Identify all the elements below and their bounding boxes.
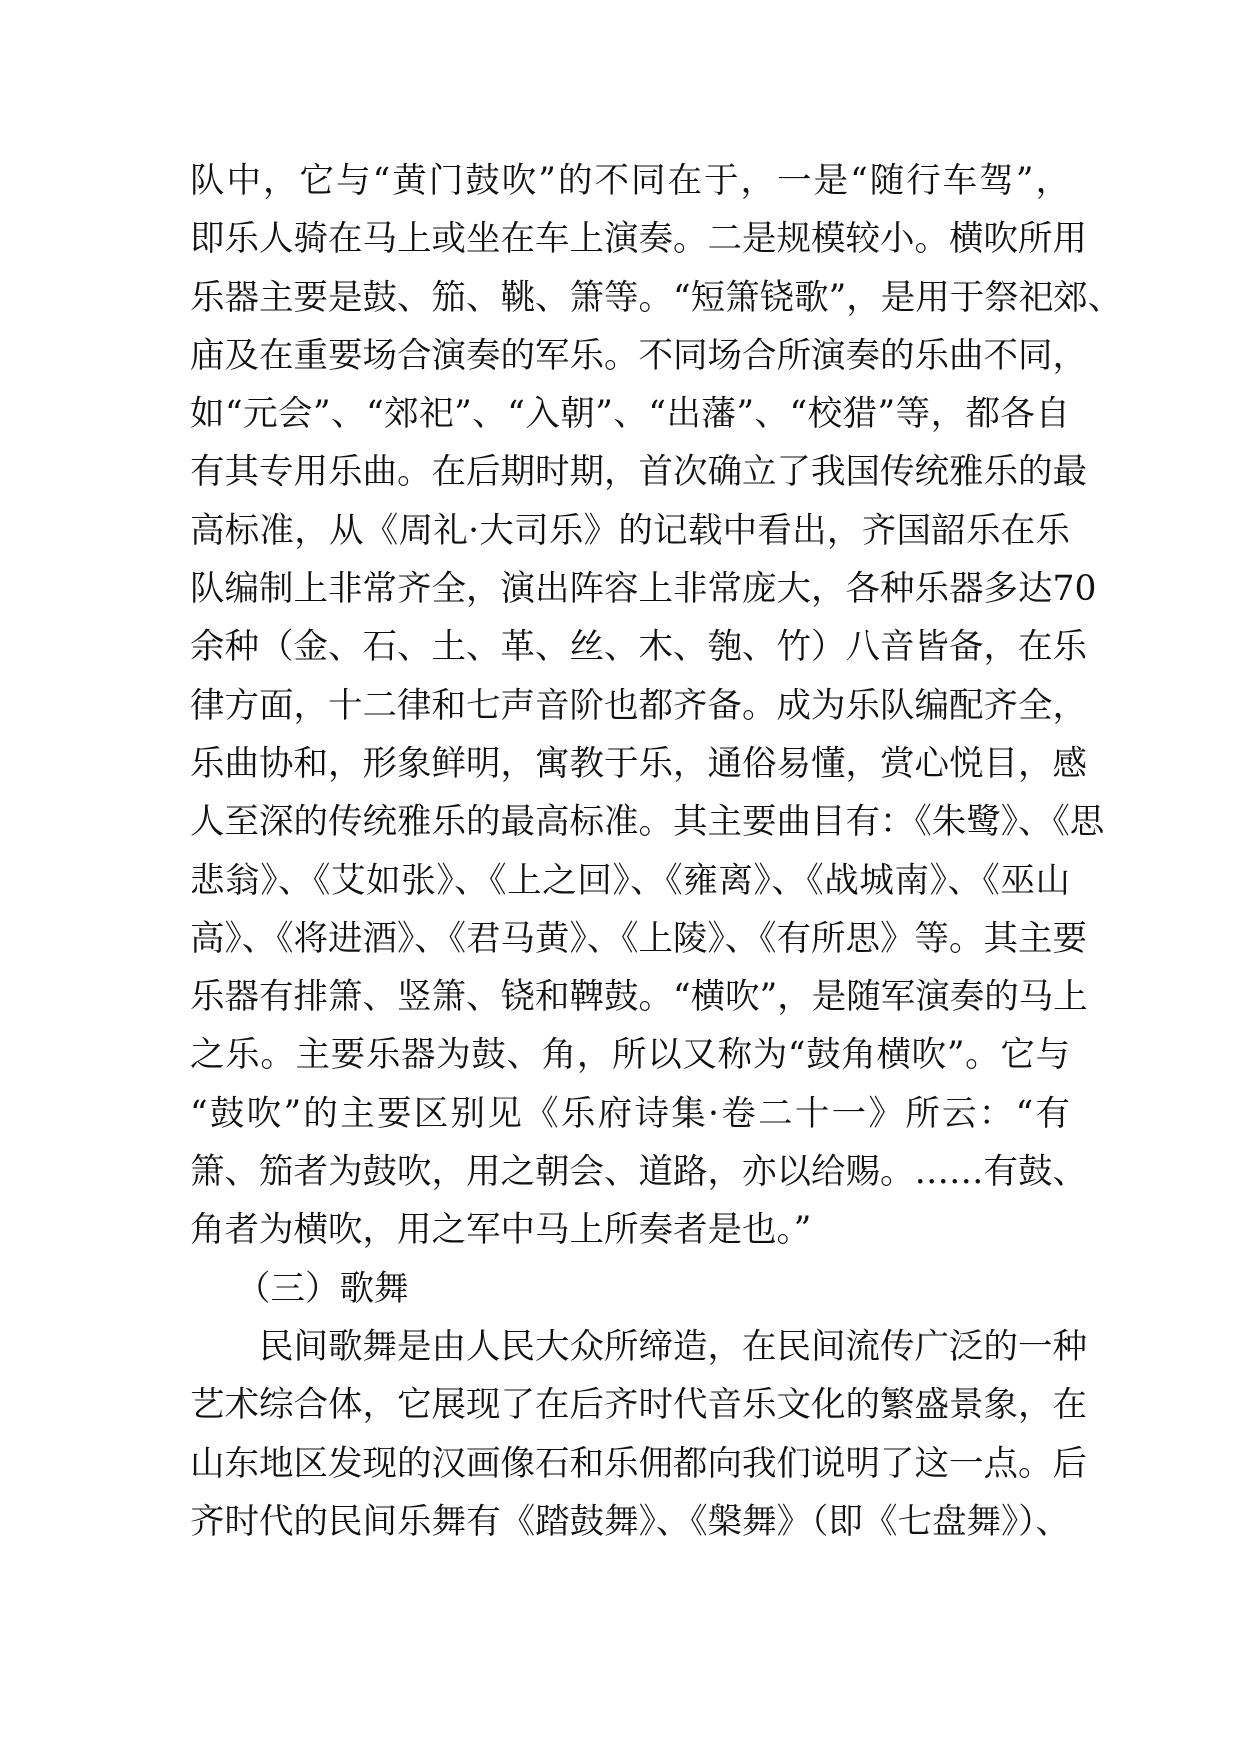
text-line: 艺术综合体，它展现了在后齐时代音乐文化的繁盛景象，在 xyxy=(190,1385,1087,1426)
text-line: 乐器主要是鼓、笳、鞉、箫等。“短箫铙歌”，是用于祭祀郊、 xyxy=(190,277,1123,318)
text-line-paragraph-end: 角者为横吹，用之军中马上所奏者是也。” xyxy=(190,1210,812,1251)
text-line: 箫、笳者为鼓吹，用之朝会、道路，亦以给赐。……有鼓、 xyxy=(190,1152,1087,1193)
text-line: 队中，它与“黄门鼓吹”的不同在于，一是“随行车驾”， xyxy=(190,161,1070,201)
body-text xyxy=(190,152,1123,1551)
text-line: 余种（金、石、土、革、丝、木、匏、竹）八音皆备，在乐 xyxy=(190,627,1087,668)
text-line: 律方面，十二律和七声音阶也都齐备。成为乐队编配齐全， xyxy=(190,685,1087,726)
text-line: 如“元会”、“郊祀”、“入朝”、“出藩”、“校猎”等，都各自 xyxy=(190,394,1070,435)
text-line: 山东地区发现的汉画像石和乐佣都向我们说明了这一点。后 xyxy=(190,1443,1087,1484)
text-line: “鼓吹”的主要区别见《乐府诗集·卷二十一》所云：“有 xyxy=(190,1093,1070,1134)
text-line: 齐时代的民间乐舞有《踏鼓舞》、《槃舞》（即《七盘舞》）、 xyxy=(190,1501,1070,1542)
text-line: 之乐。主要乐器为鼓、角，所以又称为“鼓角横吹”。它与 xyxy=(190,1035,1070,1076)
text-line: 队编制上非常齐全，演出阵容上非常庞大，各种乐器多达70 xyxy=(190,569,1097,610)
text-line: 悲翁》、《艾如张》、《上之回》、《雍离》、《战城南》、《巫山 xyxy=(190,860,1070,901)
text-line: 高》、《将进酒》、《君马黄》、《上陵》、《有所思》等。其主要 xyxy=(190,918,1087,959)
text-line: 高标准，从《周礼·大司乐》的记载中看出，齐国韶乐在乐 xyxy=(190,510,1070,551)
text-line-paragraph-start: 民间歌舞是由人民大众所缔造，在民间流传广泛的一种 xyxy=(259,1326,1087,1367)
text-line: 乐器有排箫、竖箫、铙和鞞鼓。“横吹”，是随军演奏的马上 xyxy=(190,977,1088,1018)
text-line: 即乐人骑在马上或坐在车上演奏。二是规模较小。横吹所用 xyxy=(190,219,1087,260)
section-heading: （三）歌舞 xyxy=(236,1268,409,1309)
text-line: 乐曲协和，形象鲜明，寓教于乐，通俗易懂，赏心悦目，感 xyxy=(190,743,1087,784)
text-line: 庙及在重要场合演奏的军乐。不同场合所演奏的乐曲不同， xyxy=(190,335,1087,376)
text-line: 人至深的传统雅乐的最高标准。其主要曲目有：《朱鹭》、《思 xyxy=(190,802,1105,843)
text-line: 有其专用乐曲。在后期时期，首次确立了我国传统雅乐的最 xyxy=(190,452,1087,493)
